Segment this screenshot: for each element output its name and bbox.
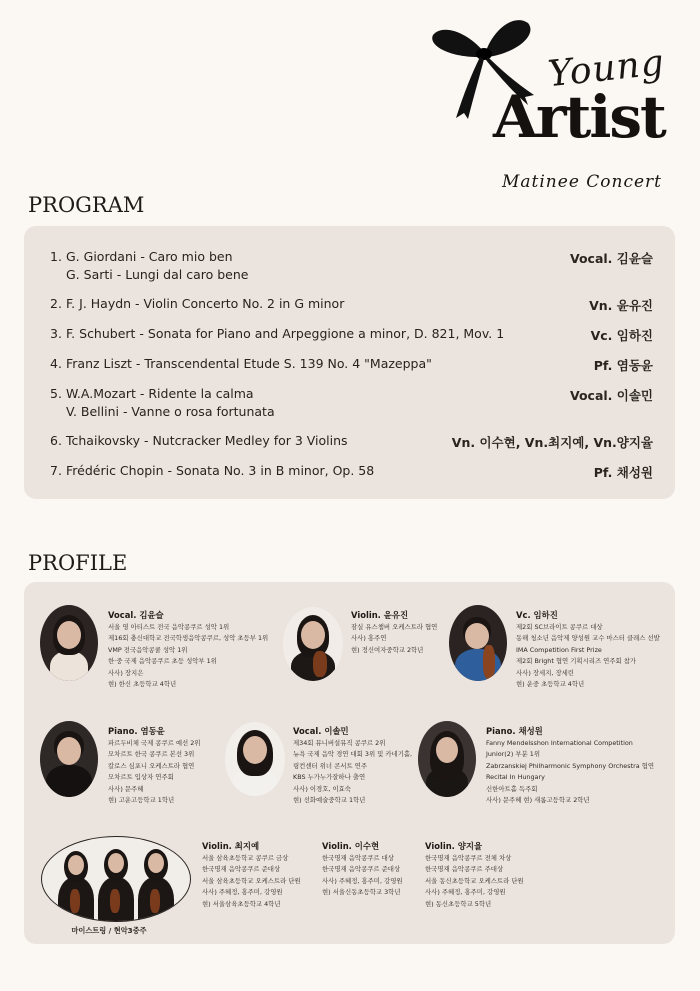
program-item-piece — [66, 249, 248, 282]
profile-name: Piano. 염동윤 — [108, 726, 165, 736]
program-item-performer: Vocal. 김윤슬 — [569, 251, 653, 266]
group-caption: 마이스트링 / 현악3중주 — [71, 926, 147, 935]
profile-title: PROFILE — [28, 551, 128, 575]
profile-name: Violin. 최지예 — [202, 841, 260, 851]
program-item-performer: Vn. 윤유진 — [589, 298, 653, 313]
profile-details: 파르두비체 국제 콩쿠르 예선 2위 모차르트 한국 콩쿠르 본선 3위 칼로스 심포니 오케스트라 협연 모차르트 입상자 연주회 사사) 문주혜 현) 고운고등학교 1학년 — [108, 739, 201, 804]
profile-name: Violin. 양지율 — [425, 841, 483, 851]
profile-photo-lee-solmin — [225, 722, 285, 796]
profile-details: 제34회 뮤니버설뮤직 콩쿠르 2위 뉴욕 국제 음악 경연 대회 3위 및 카네기홀, 링컨센터 위너 콘서트 연주 KBS 누가누가잘하나 출연 사사) 이경호, 이효숙 현) 선화예술중학교 1학년 — [293, 739, 413, 804]
program-piece-line: W.A.Mozart - Ridente la calma — [66, 386, 254, 401]
program-item-performer: Vn. 이수현, Vn.최지예, Vn.양지율 — [451, 435, 653, 450]
program-piece-line-2: G. Sarti - Lungi dal caro bene — [66, 267, 249, 282]
profile-photo-yeom-dongyun — [40, 721, 98, 797]
profile-name: Violin. 윤유진 — [351, 610, 409, 620]
group-photo-trio — [41, 836, 191, 922]
program-title: PROGRAM — [28, 193, 145, 217]
program-piece-line-2: V. Bellini - Vanne o rosa fortunata — [66, 404, 275, 419]
profile-name: Piano. 채성원 — [486, 726, 543, 736]
profile-photo-yoon-yujin — [283, 607, 343, 681]
program-item-piece: Franz Liszt - Transcendental Etude S. 139 No. 4 "Mazeppa" — [66, 356, 432, 371]
profile-photo-chae-seongwon — [418, 721, 476, 797]
program-item-piece — [66, 386, 275, 419]
program-item-performer: Pf. 채성원 — [593, 465, 653, 480]
program-item-number: 3. — [50, 326, 62, 341]
program-item-number: 4. — [50, 356, 62, 371]
program-item-number: 6. — [50, 433, 62, 448]
logo-young: Young — [546, 42, 667, 96]
logo-artist: Artist — [493, 83, 665, 151]
profile-photo-lim-hajin — [449, 605, 507, 681]
program-item-number: 5. — [50, 386, 62, 401]
profile-name: Violin. 이수현 — [322, 841, 380, 851]
profile-photo-kim-yunseul — [40, 605, 98, 681]
program-item-piece: F. Schubert - Sonata for Piano and Arpeggione a minor, D. 821, Mov. 1 — [66, 326, 505, 341]
program-item-performer: Vocal. 이솔민 — [569, 388, 653, 403]
program-item-performer: Vc. 임하진 — [590, 328, 653, 343]
program-item-number: 7. — [50, 463, 62, 478]
profile-name: Vocal. 김윤슬 — [108, 610, 164, 620]
program-item-piece: Tchaikovsky - Nutcracker Medley for 3 Violins — [66, 433, 348, 448]
program-list — [24, 226, 675, 499]
logo-subtitle: Matinee Concert — [502, 172, 663, 192]
program-piece-line: G. Giordani - Caro mio ben — [66, 249, 233, 264]
profile-details: 서울 삼육초등학교 콩쿠르 금상 한국명재 음악콩쿠르 준대상 서울 삼육초등학교 오케스트라 단원 사사) 주혜정, 홍주미, 강영원 현) 서울삼육초등학교 4학년 — [202, 854, 301, 908]
program-item-number: 1. — [50, 249, 62, 264]
profile-details: 제2회 SC브라이트 콩쿠르 대상 동해 청소년 음악제 양성원 교수 마스터 클래스 선발 IMA Competition First Prize 제2회 Bright 협연 기획시리즈 연주회 참가 사사) 장세지, 장세린 현) 운중 초등학교 4학년 — [516, 623, 660, 688]
profile-details: 한국명재 음악콩쿠르 전체 차상 한국명재 음악콩쿠르 주대상 서울 동신초등학교 오케스트라 단원 사사) 주혜정, 홍주미, 강영원 현) 동신초등학교 5학년 — [425, 854, 524, 908]
profile-details: Fanny Mendelsshon International Competition Junior(2) 부분 1위 Zabrzanskiej Philharmonic Symphony Orchestra 협연 Recital In Hungary 신한아트홀 독주회 사사) 문주혜 현) 새롬고등학교 2학년 — [486, 739, 654, 804]
program-item-performer: Pf. 염동윤 — [593, 358, 653, 373]
profile-details: 잠실 유스챔버 오케스트라 협연 사사) 홍주연 현) 정신여자중학교 2학년 — [351, 623, 438, 654]
profile-name: Vocal. 이솔민 — [293, 726, 349, 736]
program-item-number: 2. — [50, 296, 62, 311]
profile-details: 서울 영 아티스트 전국 음악콩쿠르 성악 1위 제16회 충신대학교 전국학생음악콩쿠르, 성악 초등부 1위 VMP 전국음악콩쿨 성악 1위 한·중 국제 음악콩쿠르 초등 성악부 1위 사사) 장지은 현) 한신 초등학교 4학년 — [108, 623, 269, 688]
program-item-piece: Frédéric Chopin - Sonata No. 3 in B minor, Op. 58 — [66, 463, 375, 478]
program-item-piece: F. J. Haydn - Violin Concerto No. 2 in G minor — [66, 296, 345, 311]
profile-details: 한국명재 음악콩쿠르 대상 한국명재 음악콩쿠르 준대상 사사) 주혜정, 홍주미, 강영원 현) 서울신동초등학교 3학년 — [322, 854, 403, 897]
profile-name: Vc. 임하진 — [516, 610, 558, 620]
